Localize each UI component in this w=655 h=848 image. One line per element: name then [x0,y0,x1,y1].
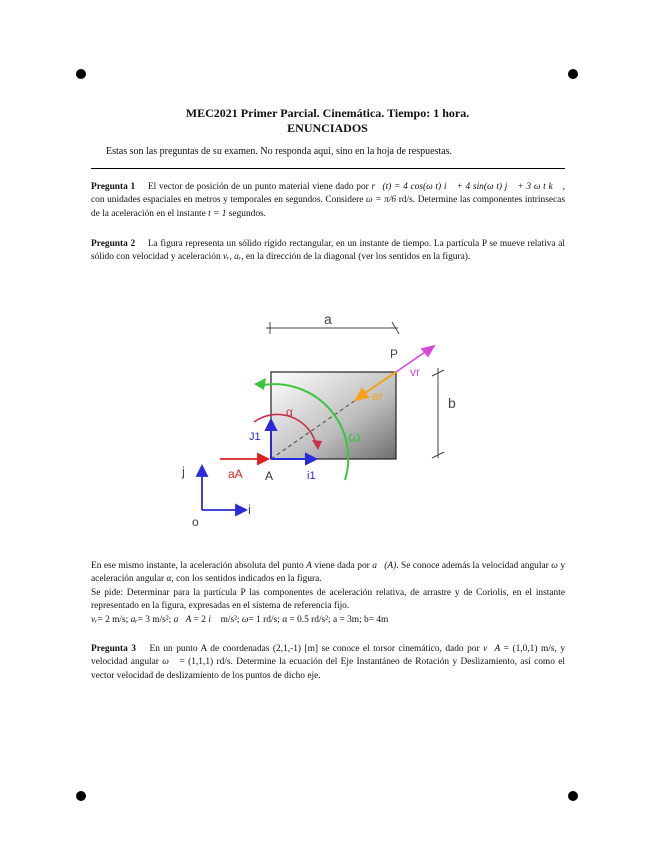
label-j: j [182,464,185,479]
point-A-symbol: A [306,561,312,571]
question-3-text-2: = (1,0,1) m/s, y velocidad angular [91,644,566,668]
label-aA: aA [228,467,243,481]
question-2-body [91,560,565,627]
alpha-symbol: α [166,574,172,585]
question-1 [91,181,565,221]
q2-body-2: Se pide: Determinar para la partícula P las componentes de aceleración relativa, de arrastre y de Coriolis, en el instante representado en la figura, expresadas en el sistema de referencia fijo. [91,587,565,612]
registration-mark-bottom-left [76,791,86,801]
page-title [0,106,655,136]
aA-arrow [220,454,268,464]
exam-title: MEC2021 Primer Parcial. Cinemática. Tiempo: 1 hora. [185,106,470,120]
question-2-intro [91,238,565,265]
q2-body-1b: viene dada por [311,561,373,571]
registration-mark-top-right [568,69,578,79]
angular-velocity-symbol: ω⃗ [162,657,177,668]
vA-symbol: v⃗A [483,644,501,654]
fixed-i-axis [202,505,246,515]
question-3-text-3: = (1,1,1) rd/s. Determine la ecuación del Eje Instantáneo de Rotación y Deslizamiento, así como el vector velocidad de deslizamiento de los puntos de dicho eje. [91,657,566,681]
omega-data-symbol: ω [241,614,249,625]
fixed-j-axis [197,466,207,510]
registration-mark-bottom-right [568,791,578,801]
q2-body-1c: . Se conoce además la velocidad angular [396,561,552,571]
label-A: A [265,469,274,483]
omega-arrowhead [254,378,266,390]
vr-ar-symbols: vᵣ, aᵣ, [222,252,244,263]
time-value: t = 1 [208,208,227,219]
q2-data-line [91,614,565,627]
label-b: b [448,395,456,411]
vr-value: = 2 m/s; [97,614,131,625]
registration-mark-top-left [76,69,86,79]
aA-vec-symbol: a⃗A [173,614,192,625]
label-I1: i1 [307,470,316,482]
q2-body-1a: En ese mismo instante, la aceleración absoluta del punto [91,561,307,571]
ar-value: = 3 m/s²; [137,614,174,625]
aA-unit: m/s²; [218,614,242,625]
question-2-label: Pregunta 2 [91,239,136,249]
question-3 [91,643,565,683]
q2-body-1d: y aceleración angular [91,561,566,585]
question-2-text-1: La figura representa un sólido rígido rectangular, en un instante de tiempo. La partícula P se mueve relativa al sólido con velocidad y aceleración [91,239,566,263]
omega-symbol: ω [551,561,558,571]
label-J1: J1 [249,431,261,443]
position-vector-equation: r⃗(t) = 4 cos(ω t) i⃗ + 4 sin(ω t) j⃗ + 3 ω t k⃗ [371,182,560,192]
ar-symbol: aᵣ [130,614,138,625]
dimension-b [432,368,444,458]
aA-symbol: a⃗(A) [372,561,397,571]
question-1-label: Pregunta 1 [91,182,136,192]
label-i: i [248,502,251,517]
question-1-text-1: El vector de posición de un punto material viene dado por [147,182,372,192]
question-3-label: Pregunta 3 [91,644,136,654]
label-a: a [324,311,332,327]
exam-subtitle: ENUNCIADOS [287,121,368,135]
question-1-text-3: rd/s. Determine las componentes intrínsecas de la aceleración en el instante [91,195,565,219]
label-vr: vr [410,365,420,379]
vr-symbol: vᵣ [91,614,98,625]
label-omega: ω [348,429,361,446]
label-ar: ar [372,389,383,403]
question-1-text-2: , con unidades espaciales en metros y temporales en segundos. Considere [91,182,566,206]
question-2-text-2: en la dirección de la diagonal (ver los sentidos en la figura). [245,252,471,263]
question-1-text-4: segundos. [228,208,267,219]
dimension-a [266,322,399,334]
remaining-data: = 1 rd/s; α = 0.5 rd/s²; a = 3m; b= 4m [248,614,389,625]
label-o: o [192,515,199,529]
divider [91,168,565,169]
rigid-body-figure [170,292,470,532]
label-P: P [390,347,399,361]
label-alpha: α [286,405,293,419]
intro-text: Estas son las preguntas de su examen. No responda aquí, sino en la hoja de respuestas. [106,146,453,157]
question-3-text-1: En un punto A de coordenadas (2,1,-1) [m] se conoce el torsor cinemático, dado por [149,644,484,654]
omega-value: ω = π/6 [366,195,397,206]
q2-body-1e: , con los sentidos indicados en la figura. [171,574,322,585]
aA-value: = 2 [191,614,209,625]
i-vec-symbol: i⃗ [208,614,219,625]
